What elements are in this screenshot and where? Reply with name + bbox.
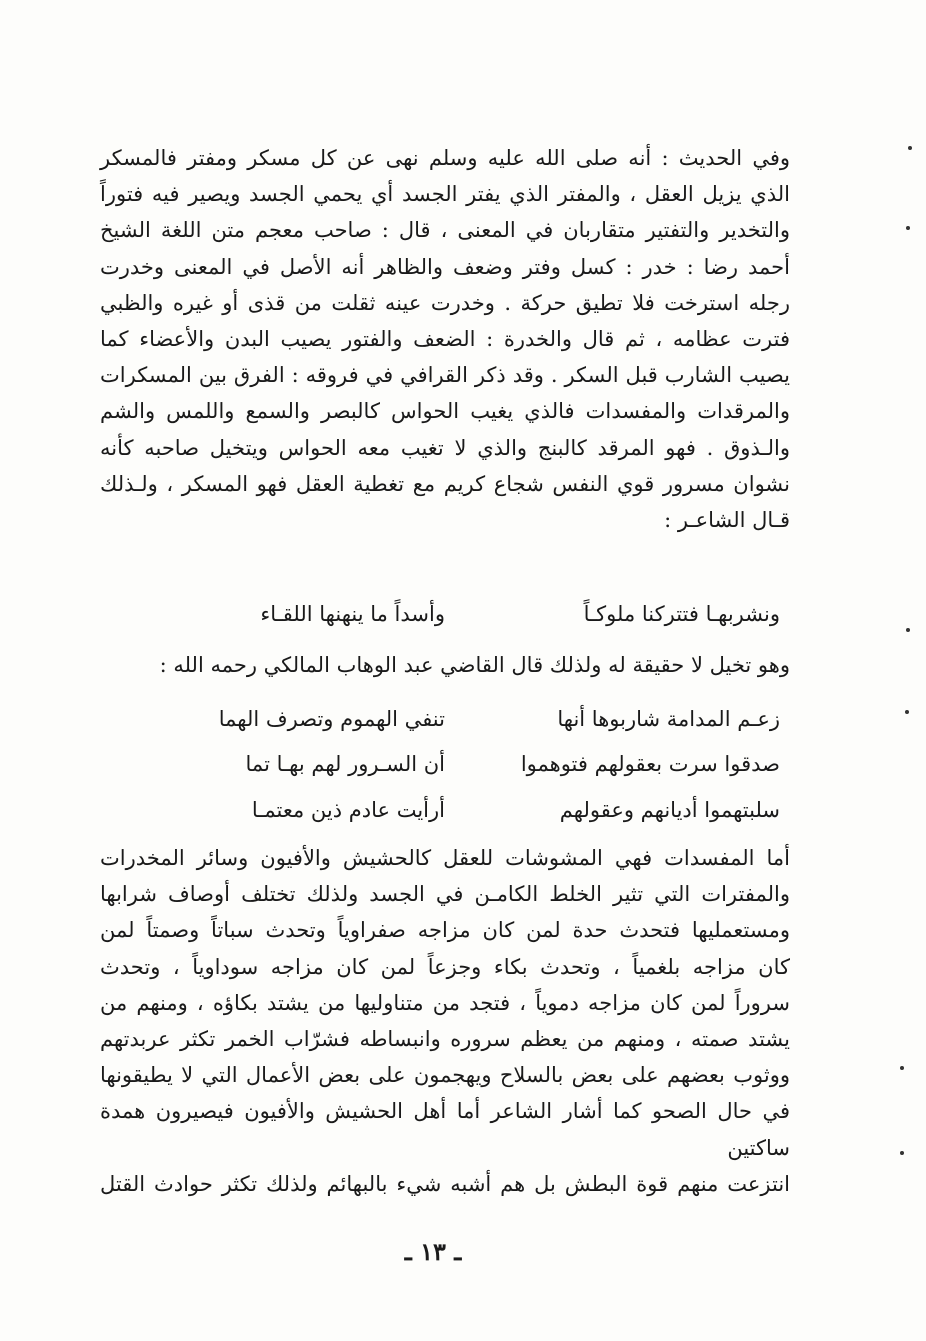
text-line: وفي الحديث : أنه صلى الله عليه وسلم نهى عن كل مسكر ومفتر فالمسكر	[100, 146, 790, 170]
paragraph-1	[100, 140, 790, 538]
text-line: انتزعت منهم قوة البطش بل هم أشبه شيء بالبهائم ولذلك تكثر حوادث القتل	[100, 1171, 790, 1196]
scan-speck	[900, 1151, 904, 1155]
paragraph-2	[100, 647, 790, 683]
poem-verse	[130, 792, 780, 828]
text-line: فترت عظامه ، ثم قال والخدرة : الضعف والفتور يصيب البدن والأعضاء كما	[100, 327, 790, 352]
text-line: أحمد رضا : خدر : كسل وفتر وضعف والظاهر أنه الأصل في المعنى وخدرت	[100, 254, 790, 279]
verse-second-hemistich: وأسداً ما ينهنها اللقـاء	[260, 602, 445, 626]
text-line: في حال الصحو كما أشار الشاعر أما أهل الحشيش والأفيون فيصيرون همدة ساكتين	[100, 1099, 790, 1160]
verse-first-hemistich: سلبتهموا أديانهم وعقولهم	[559, 798, 780, 822]
page-number: ـ ١٣ ـ	[404, 1237, 462, 1266]
text-line: سروراً لمن كان مزاجه دموياً ، فتجد من متناوليها من يشتد بكاؤه ، ومنهم من	[100, 990, 790, 1015]
text-line: يصيب الشارب قبل السكر . وقد ذكر القرافي في فروقه : الفرق بين المسكرات	[100, 363, 790, 388]
poem-verse	[130, 746, 780, 782]
verse-second-hemistich: أرأيت عادم ذين معتمـا	[251, 798, 445, 822]
verse-second-hemistich: أن السـرور لهم بهـا تما	[245, 752, 445, 776]
text-line: والمرقدات والمفسدات فالذي يغيب الحواس كالبصر والسمع واللمس والشم	[100, 399, 790, 424]
text-line: الذي يزيل العقل ، والمفتر الذي يفتر الجسد أي يحمي الجسد ويصير فيه فتوراً	[100, 182, 790, 207]
scan-speck	[906, 226, 910, 230]
text-line: نشوان مسرور قوي النفس شجاع كريم مع تغطية العقل فهو المسكر ، ولـذلك	[100, 471, 790, 496]
text-line: أما المفسدات فهي المشوشات للعقل كالحشيش والأفيون وسائر المخدرات	[100, 846, 790, 870]
verse-first-hemistich: صدقوا سرت بعقولهم فتوهموا	[520, 752, 780, 776]
verse-first-hemistich: ونشربهـا فتتركنا ملوكـاً	[583, 602, 780, 626]
text-line: والـذوق . فهو المرقد كالبنج والذي لا تغيب معه الحواس ويتخيل صاحبه كأنه	[100, 435, 790, 460]
verse-second-hemistich: تنفي الهموم وتصرف الهما	[218, 707, 445, 731]
text-line: كان مزاجه بلغمياً ، وتحدث بكاء وجزعاً لمن كان مزاجه سوداوياً ، وتحدث	[100, 954, 790, 979]
poem-verse	[130, 701, 780, 737]
poem-verse	[130, 596, 780, 632]
text-line: والتخدير والتفتير متقاربان في المعنى ، قال : صاحب معجم متن اللغة الشيخ	[100, 218, 790, 243]
text-line: ومستعمليها فتحدث حدة لمن كان مزاجه صفراوياً وتحدث سباتاً وصمتاً لمن	[100, 918, 790, 943]
text-line: وهو تخيل لا حقيقة له ولذلك قال القاضي عبد الوهاب المالكي رحمه الله :	[159, 653, 790, 677]
text-line: يشتد صمته ، ومنهم من يعظم سروره وانبساطه فشرّاب الخمر تكثر عربدتهم	[100, 1027, 790, 1052]
text-line: ووثوب بعضهم على بعض بالسلاح ويهجمون على بعض الأعمال التي لا يطيقونها	[100, 1063, 790, 1088]
scan-speck	[906, 628, 910, 632]
text-line: رجله استرخت فلا تطيق حركة . وخدرت عينه ثقلت من قذى أو غيره والظبي	[100, 290, 790, 315]
scan-speck	[905, 710, 909, 714]
scan-speck	[908, 146, 912, 150]
text-line: والمفترات التي تثير الخلط الكامـن في الجسد ولذلك تختلف أوصاف شرابها	[100, 882, 790, 907]
paragraph-3	[100, 840, 790, 1202]
text-line: قـال الشاعـر :	[664, 508, 790, 533]
scan-speck	[900, 1066, 904, 1070]
verse-first-hemistich: زعـم المدامة شاربوها أنها	[557, 707, 780, 731]
